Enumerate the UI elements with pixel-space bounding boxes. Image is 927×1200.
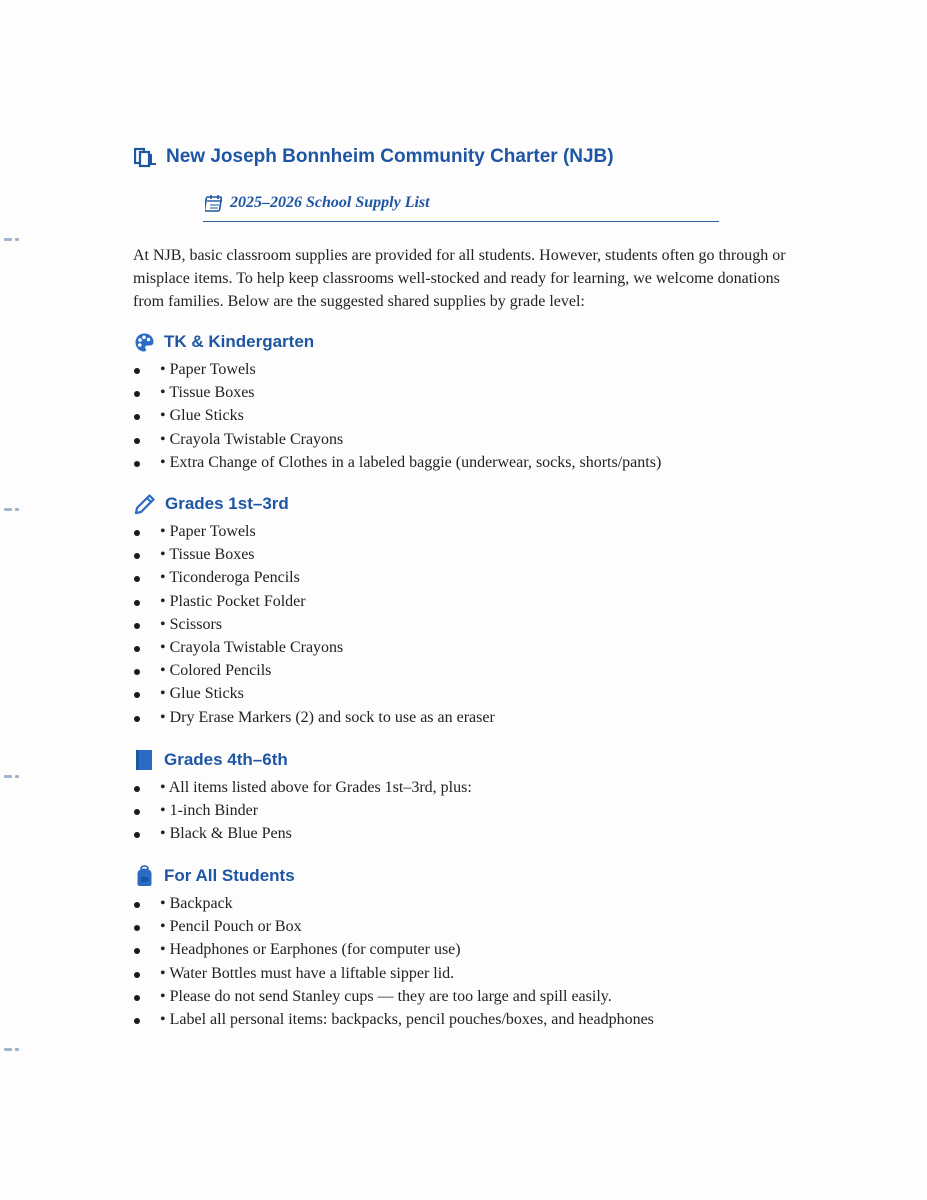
section-grades-4-6 xyxy=(134,748,472,846)
bullet xyxy=(134,902,140,908)
section-all-students xyxy=(134,864,654,1031)
supply-list xyxy=(134,358,661,474)
list-item xyxy=(134,358,661,381)
item-text: • Ticonderoga Pencils xyxy=(160,569,300,587)
supply-list xyxy=(134,776,472,846)
calendar-icon xyxy=(205,193,225,213)
list-item xyxy=(134,682,495,705)
list-item xyxy=(134,822,472,845)
bullet xyxy=(134,1018,140,1024)
list-item xyxy=(134,590,495,613)
list-item xyxy=(134,381,661,404)
scan-mark xyxy=(4,508,20,511)
books-icon xyxy=(134,146,158,168)
list-item xyxy=(134,892,654,915)
bullet xyxy=(134,809,140,815)
document-subtitle xyxy=(205,193,430,213)
supply-list xyxy=(134,892,654,1031)
item-text: • Paper Towels xyxy=(160,361,256,378)
document-title xyxy=(134,146,614,168)
section-title: For All Students xyxy=(164,866,295,885)
bullet xyxy=(134,646,140,652)
bullet xyxy=(134,972,140,978)
bullet xyxy=(134,438,140,444)
book-icon xyxy=(134,749,155,771)
bullet xyxy=(134,786,140,792)
item-text: • Crayola Twistable Crayons xyxy=(160,430,344,448)
section-heading xyxy=(134,748,472,772)
item-text: • Scissors xyxy=(160,615,223,633)
item-text: • Colored Pencils xyxy=(160,662,272,680)
bullet xyxy=(134,600,140,606)
item-text: • Plastic Pocket Folder xyxy=(160,592,306,610)
item-text: • Water Bottles must have a liftable sipper lid. xyxy=(160,964,455,982)
section-heading xyxy=(134,864,654,888)
bullet xyxy=(134,461,140,467)
item-text: • All items listed above for Grades 1st–3rd, plus: xyxy=(160,779,472,796)
item-text: • Extra Change of Clothes in a labeled baggie (underwear, socks, shorts/pants) xyxy=(160,453,662,471)
bullet xyxy=(134,530,140,536)
section-tk-kindergarten xyxy=(134,330,661,474)
list-item xyxy=(134,636,495,659)
list-item xyxy=(134,915,654,938)
section-heading xyxy=(134,492,495,516)
bullet xyxy=(134,368,140,374)
list-item xyxy=(134,706,495,729)
page-subtitle: 2025–2026 School Supply List xyxy=(230,194,430,211)
list-item xyxy=(134,404,661,427)
list-item xyxy=(134,962,654,985)
bullet xyxy=(134,623,140,629)
bullet xyxy=(134,925,140,931)
list-item xyxy=(134,938,654,961)
scan-mark xyxy=(4,238,20,241)
item-text: • Black & Blue Pens xyxy=(160,825,292,843)
bullet xyxy=(134,669,140,675)
list-item xyxy=(134,543,495,566)
supply-list xyxy=(134,520,495,729)
bullet xyxy=(134,832,140,838)
list-item xyxy=(134,428,661,451)
bullet xyxy=(134,576,140,582)
backpack-icon xyxy=(134,865,155,887)
list-item xyxy=(134,566,495,589)
section-title: Grades 4th–6th xyxy=(164,750,288,769)
palette-icon xyxy=(134,332,155,353)
bullet xyxy=(134,692,140,698)
list-item xyxy=(134,776,472,799)
item-text: • Glue Sticks xyxy=(160,685,244,703)
item-text: • 1-inch Binder xyxy=(160,802,259,820)
scan-mark xyxy=(4,1048,20,1051)
page-title: New Joseph Bonnheim Community Charter (NJB) xyxy=(166,146,614,167)
scan-mark xyxy=(4,775,20,778)
item-text: • Dry Erase Markers (2) and sock to use as an eraser xyxy=(160,708,495,726)
list-item xyxy=(134,985,654,1008)
list-item xyxy=(134,520,495,543)
bullet xyxy=(134,995,140,1001)
item-text: • Tissue Boxes xyxy=(160,546,255,564)
item-text: • Tissue Boxes xyxy=(160,384,255,402)
item-text: • Paper Towels xyxy=(160,523,256,540)
pencil-icon xyxy=(134,493,156,515)
section-title: Grades 1st–3rd xyxy=(165,494,289,513)
list-item xyxy=(134,451,661,474)
item-text: • Headphones or Earphones (for computer use) xyxy=(160,941,461,959)
bullet xyxy=(134,716,140,722)
bullet xyxy=(134,414,140,420)
bullet xyxy=(134,948,140,954)
section-heading xyxy=(134,330,661,354)
section-title: TK & Kindergarten xyxy=(164,332,315,351)
item-text: • Pencil Pouch or Box xyxy=(160,918,302,936)
list-item xyxy=(134,659,495,682)
item-text: • Crayola Twistable Crayons xyxy=(160,638,344,656)
list-item xyxy=(134,799,472,822)
section-grades-1-3 xyxy=(134,492,495,729)
item-text: • Glue Sticks xyxy=(160,407,244,425)
subtitle-divider xyxy=(203,221,719,222)
item-text: • Backpack xyxy=(160,895,233,912)
item-text: • Please do not send Stanley cups — they are too large and spill easily. xyxy=(160,987,612,1005)
bullet xyxy=(134,553,140,559)
list-item xyxy=(134,1008,654,1031)
list-item xyxy=(134,613,495,636)
item-text: • Label all personal items: backpacks, pencil pouches/boxes, and headphones xyxy=(160,1010,654,1028)
bullet xyxy=(134,391,140,397)
intro-paragraph: At NJB, basic classroom supplies are provided for all students. However, students often go through or misplace items. To help keep classrooms well-stocked and ready for learning, we welcome donations from families. Below are the suggested shared supplies by grade level: xyxy=(133,247,786,310)
